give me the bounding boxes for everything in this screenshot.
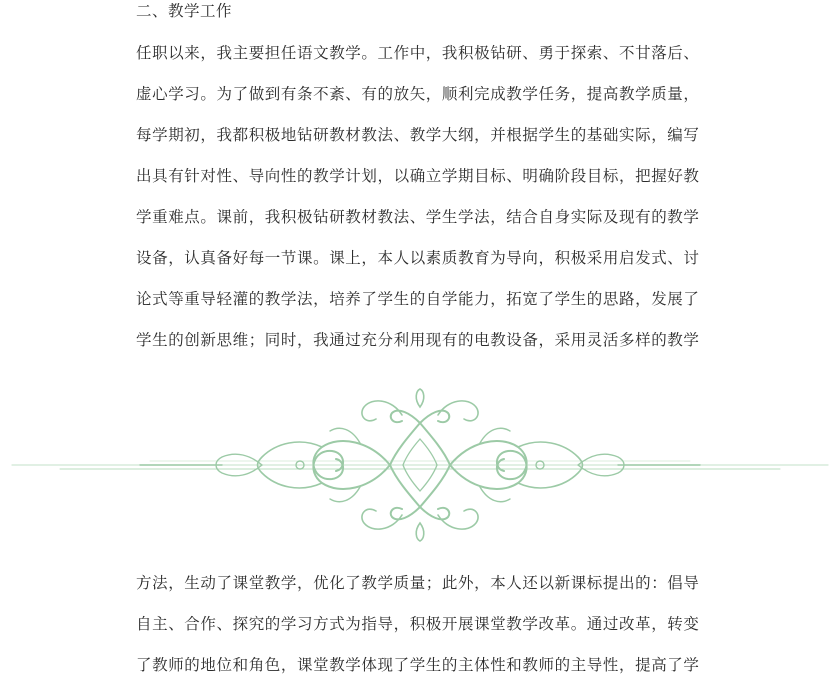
text-line: 学生的创新思维；同时，我通过充分利用现有的电教设备，采用灵活多样的教学 (136, 331, 700, 349)
text-line: 学重难点。课前，我积极钻研教材教法、学生学法，结合自身实际及现有的教学 (136, 208, 700, 226)
text-line: 出具有针对性、导向性的教学计划，以确立学期目标、明确阶段目标，把握好教 (136, 167, 700, 185)
paragraph-before-ornament (136, 33, 716, 361)
paragraph-after-ornament (136, 563, 716, 686)
text-line: 设备，认真备好每一节课。课上，本人以素质教育为导向，积极采用启发式、讨 (136, 249, 700, 267)
text-line: 每学期初，我都积极地钻研教材教法、教学大纲，并根据学生的基础实际，编写 (136, 126, 700, 144)
ornamental-divider-icon (0, 385, 840, 555)
text-line: 方法，生动了课堂教学，优化了教学质量；此外，本人还以新课标提出的：倡导 (136, 574, 700, 592)
section-heading: 二、教学工作 (136, 2, 233, 20)
text-line: 任职以来，我主要担任语文教学。工作中，我积极钻研、勇于探索、不甘落后、 (136, 44, 700, 62)
text-line: 自主、合作、探究的学习方式为指导，积极开展课堂教学改革。通过改革，转变 (136, 615, 700, 633)
text-line: 论式等重导轻灌的教学法，培养了学生的自学能力，拓宽了学生的思路，发展了 (136, 290, 700, 308)
text-line: 了教师的地位和角色，课堂教学体现了学生的主体性和教师的主导性，提高了学 (136, 656, 700, 674)
text-line: 虚心学习。为了做到有条不紊、有的放矢，顺利完成教学任务，提高教学质量， (136, 85, 700, 103)
